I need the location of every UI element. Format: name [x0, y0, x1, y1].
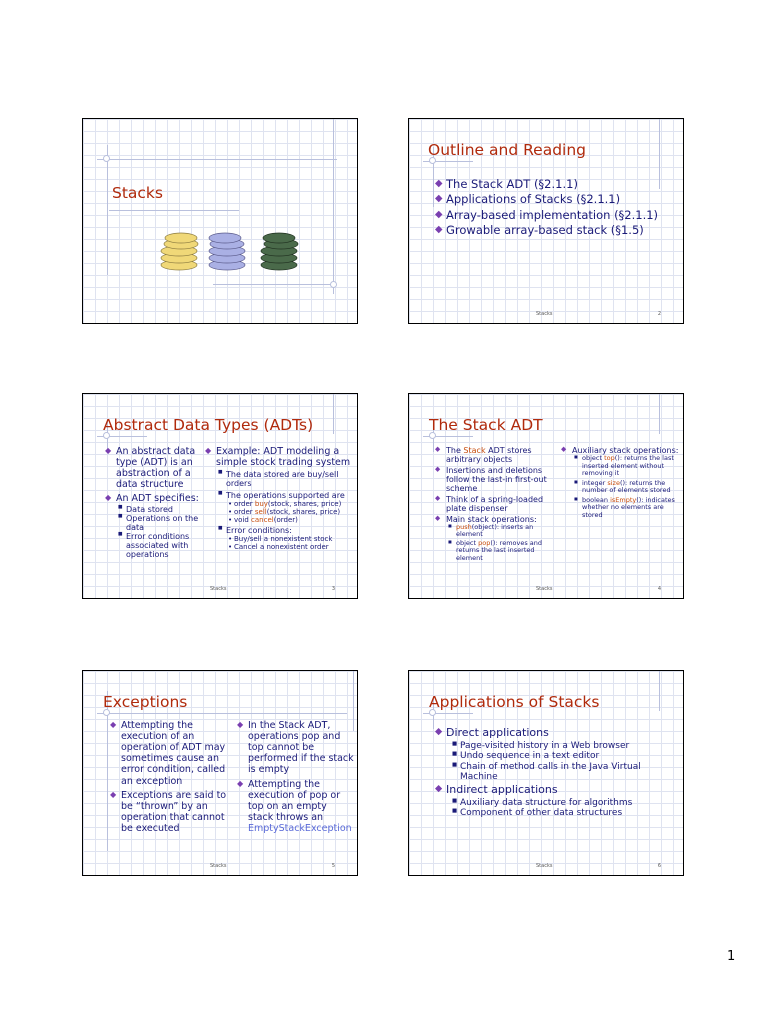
- decor-line: [659, 671, 660, 711]
- slide-number: 6: [657, 863, 661, 869]
- sub-list: [435, 798, 675, 819]
- slide-4: [408, 393, 684, 599]
- bullet: ◆ Main stack operations:: [435, 515, 557, 524]
- decor-line: [97, 159, 337, 160]
- slide-title: Applications of Stacks: [429, 693, 600, 711]
- slide-number: 5: [331, 863, 335, 869]
- decor-line: [109, 210, 239, 211]
- sub-bullet: ■ Chain of method calls in the Java Virtual Machine: [452, 762, 675, 783]
- slide-right-column: [237, 720, 355, 834]
- slide-title: The Stack ADT: [429, 416, 543, 434]
- slide-content: [435, 178, 675, 238]
- decor-line: [107, 145, 108, 275]
- operation-item: ■ object top(): returns the last inserted element without removing it: [574, 455, 679, 477]
- decor-dot: [330, 281, 337, 288]
- ops-list: [218, 500, 353, 524]
- error-item: • Cancel a nonexistent order: [228, 543, 353, 551]
- slide-footer: Stacks: [536, 586, 553, 592]
- bullet: ◆ Direct applications: [435, 727, 675, 740]
- slide-title: Abstract Data Types (ADTs): [103, 416, 314, 434]
- operation-item: ■ push(object): inserts an element: [448, 524, 557, 539]
- sub-bullet: ■ Operations on the data: [118, 514, 203, 532]
- slide-number: 2: [657, 311, 661, 317]
- bullet: ◆ The Stack ADT stores arbitrary objects: [435, 446, 557, 465]
- ops-list: [435, 524, 557, 562]
- sub-list: [105, 505, 203, 560]
- slide-1: [82, 118, 358, 324]
- sub-list: [205, 470, 353, 551]
- bullet: ◆ Exceptions are said to be “thrown” by an operation that cannot be executed: [110, 790, 230, 834]
- bullet: ◆ Insertions and deletions follow the last-in first-out scheme: [435, 466, 557, 494]
- sub-bullet: ■ Component of other data structures: [452, 808, 675, 818]
- slide-footer: Stacks: [210, 586, 227, 592]
- bullet: ◆ Example: ADT modeling a simple stock trading system: [205, 446, 353, 468]
- page-number: 1: [727, 949, 736, 964]
- slide-content: [435, 727, 675, 819]
- slide-2: [408, 118, 684, 324]
- bullet: ◆ The Stack ADT (§2.1.1): [435, 178, 675, 191]
- decor-line: [213, 284, 333, 285]
- operation-item: • order sell(stock, shares, price): [228, 508, 353, 516]
- bullet: ◆ An abstract data type (ADT) is an abstraction of a data structure: [105, 446, 203, 490]
- operation-item: ■ boolean isEmpty(): indicates whether no elements are stored: [574, 497, 679, 519]
- bullet: ◆ Applications of Stacks (§2.1.1): [435, 193, 675, 206]
- slide-left-column: [110, 720, 230, 834]
- error-item: • Buy/sell a nonexistent stock: [228, 535, 353, 543]
- bullet: ◆ Growable array-based stack (§1.5): [435, 224, 675, 237]
- slide-left-column: [105, 446, 203, 560]
- slide-title: Stacks: [112, 184, 163, 202]
- sub-bullet: ■ Undo sequence in a text editor: [452, 751, 675, 761]
- coin-stack-green: [261, 233, 298, 270]
- coin-stacks-image: [157, 231, 307, 273]
- operation-item: • order buy(stock, shares, price): [228, 500, 353, 508]
- coin-stack-blue: [209, 233, 245, 270]
- bullet: ◆ Think of a spring-loaded plate dispenser: [435, 495, 557, 514]
- sub-bullet: ■ Data stored: [118, 505, 203, 514]
- slide-number: 3: [331, 586, 335, 592]
- decor-dot: [103, 155, 110, 162]
- bullet: ◆ Attempting the execution of an operation of ADT may sometimes cause an error condition, called an exception: [110, 720, 230, 787]
- bullet: ◆ Auxiliary stack operations:: [561, 446, 679, 455]
- slide-footer: Stacks: [536, 863, 553, 869]
- sub-list: [435, 741, 675, 782]
- coin-stack-yellow: [161, 233, 198, 270]
- sub-bullet: ■ Error conditions associated with operations: [118, 532, 203, 560]
- decor-line: [659, 394, 660, 434]
- bullet: ◆ In the Stack ADT, operations pop and top cannot be performed if the stack is empty: [237, 720, 355, 776]
- sub-bullet: ■ The data stored are buy/sell orders: [218, 470, 353, 488]
- slide-right-column: [561, 446, 679, 519]
- bullet: ◆ Attempting the execution of pop or top on an empty stack throws an EmptyStackException: [237, 779, 355, 835]
- decor-line: [97, 713, 347, 714]
- slide-footer: Stacks: [210, 863, 227, 869]
- bullet: ◆ Array-based implementation (§2.1.1): [435, 209, 675, 222]
- slide-6: [408, 670, 684, 876]
- slide-3: [82, 393, 358, 599]
- errors-list: [218, 535, 353, 551]
- ops-list: [561, 455, 679, 519]
- slide-number: 4: [657, 586, 661, 592]
- sub-bullet: ■ Page-visited history in a Web browser: [452, 741, 675, 751]
- operation-item: ■ integer size(): returns the number of elements stored: [574, 480, 679, 495]
- operation-item: • void cancel(order): [228, 516, 353, 524]
- sub-bullet: ■ The operations supported are: [218, 491, 353, 500]
- decor-line: [333, 119, 334, 294]
- bullet: ◆ An ADT specifies:: [105, 493, 203, 504]
- slide-5: [82, 670, 358, 876]
- slide-left-column: [435, 446, 557, 562]
- bullet: ◆ Indirect applications: [435, 784, 675, 797]
- slide-title: Outline and Reading: [428, 141, 587, 159]
- sub-bullet: ■ Auxiliary data structure for algorithms: [452, 798, 675, 808]
- operation-item: ■ object pop(): removes and returns the last inserted element: [448, 540, 557, 562]
- slide-right-column: [205, 446, 353, 551]
- decor-line: [333, 394, 334, 434]
- slide-title: Exceptions: [103, 693, 188, 711]
- slide-footer: Stacks: [536, 311, 553, 317]
- sub-bullet: ■ Error conditions:: [218, 526, 353, 535]
